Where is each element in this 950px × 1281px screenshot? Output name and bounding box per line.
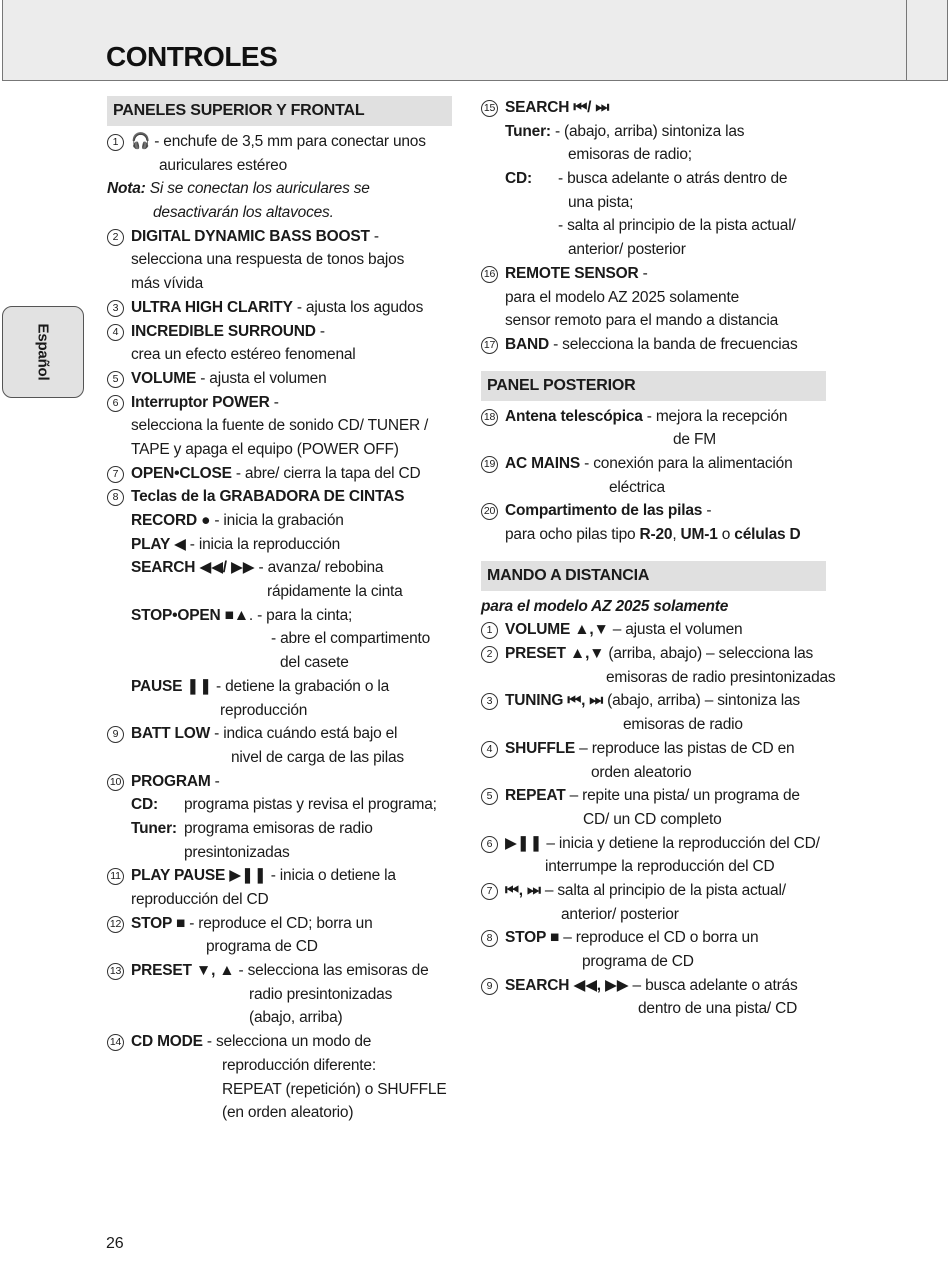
item-text: emisoras de radio presintonizadas [606,668,836,686]
item-number: 14 [107,1034,124,1051]
item-number: 19 [481,456,498,473]
item-label: VOLUME ▲,▼ [505,621,609,639]
stop-icon: STOP ■ [131,914,186,932]
item-text: - reproduce el CD; borra un [185,914,373,932]
item-text: dentro de una pista/ CD [638,1000,798,1018]
item-text: - busca adelante o atrás dentro de [558,170,788,188]
item-text: reproducción diferente: [222,1056,376,1074]
item-text: – busca adelante o atrás [628,976,798,994]
control-item-2 [107,225,452,249]
item-number: 12 [107,916,124,933]
item-text: para el modelo AZ 2025 solamente [505,288,740,306]
remote-item-8 [481,926,826,950]
item-text: reproducción [220,701,308,719]
item-text: una pista; [568,193,634,211]
control-item-20 [481,499,826,523]
item-text: sensor remoto para el mando a distancia [505,312,779,330]
control-item-14 [107,1030,452,1054]
item-text: más vívida [131,275,204,293]
remote-item-9 [481,974,826,998]
record-icon: RECORD ● [131,512,211,529]
control-item-6 [107,391,452,415]
item-number: 16 [481,266,498,283]
item-text: - enchufe de 3,5 mm para conectar unos [150,133,426,150]
item-number: 6 [481,836,498,853]
control-item-16 [481,262,826,286]
control-item-19 [481,452,826,476]
item-text: . - para la cinta; [248,606,353,624]
item-text: de FM [673,431,716,449]
play-icon: PLAY ◀ [131,535,186,553]
item-number: 5 [481,788,498,805]
item-text: - selecciona un modo de [202,1033,372,1051]
remote-item-6 [481,832,826,856]
item-text: – inicia y detiene la reproducción del CD/ [542,834,820,852]
section-heading-remote: MANDO A DISTANCIA [481,561,826,591]
program-cd [107,793,452,817]
item-text: - inicia la reproducción [185,535,341,553]
item-text: selecciona una respuesta de tonos bajos [131,251,405,269]
item-text: - inicia la grabación [210,512,344,529]
item-label: CD MODE [131,1033,203,1051]
item-label: CD: [505,170,532,188]
control-item-3 [107,296,452,320]
item-text: - [638,264,648,282]
search-icon: SEARCH ⏮/ ⏭ [505,99,610,116]
item-number: 6 [107,395,124,412]
item-text: TAPE y apaga el equipo (POWER OFF) [131,440,399,458]
item-text: - inicia o detiene la [266,867,396,885]
note [107,177,452,201]
control-item-12 [107,912,452,936]
item-number: 5 [107,371,124,388]
item-text: (arriba, abajo) – selecciona las [604,645,814,663]
remote-item-4 [481,737,826,761]
item-text: – repite una pista/ un programa de [565,787,800,805]
item-text: - abre el compartimento [271,630,431,648]
note-label: Nota: [107,180,146,198]
item-label: Compartimento de las pilas [505,502,703,520]
item-text: radio presintonizadas [249,985,393,1003]
item-label: ULTRA HIGH CLARITY [131,298,293,316]
search-cd [481,167,826,191]
search-icon: SEARCH ◀◀/ ▶▶ [131,559,255,577]
item-text: o [717,526,735,543]
item-label: Tuner: [505,122,551,140]
control-item-9 [107,722,452,746]
item-number: 1 [107,134,124,151]
item-text: – ajusta el volumen [608,621,743,639]
tape-stop-open [107,604,452,628]
item-number: 3 [481,693,498,710]
item-number: 20 [481,503,498,520]
item-text: interrumpe la reproducción del CD [545,858,775,876]
item-label: VOLUME [131,369,197,387]
page-number: 26 [106,1235,124,1252]
item-text: emisoras de radio; [568,146,692,164]
item-label: AC MAINS [505,454,581,472]
language-tab-label: Español [34,323,52,381]
item-text: - [210,772,220,790]
item-text: - avanza/ rebobina [254,559,384,577]
item-number: 3 [107,300,124,317]
item-text: – salta al principio de la pista actual/ [540,881,786,899]
item-text: emisoras de radio [623,716,743,734]
control-item-15 [481,96,826,120]
control-item-8 [107,485,452,509]
item-label: Antena telescópica [505,407,643,425]
section-heading-rear: PANEL POSTERIOR [481,371,826,401]
item-label: Tuner: [131,819,177,837]
item-text: anterior/ posterior [561,905,679,923]
item-label: Teclas de la GRABADORA DE CINTAS [131,488,405,506]
remote-item-3 [481,689,826,713]
item-text: - [369,227,379,245]
item-text: - salta al principio de la pista actual/ [558,217,796,235]
control-item-5 [107,367,452,391]
control-item-10 [107,770,452,794]
remote-subtitle: para el modelo AZ 2025 solamente [481,597,729,615]
item-label: OPEN•CLOSE [131,464,232,482]
note-text: desactivarán los altavoces. [153,204,334,222]
preset-arrows-icon: PRESET ▼, ▲ [131,962,235,980]
item-number: 4 [481,741,498,758]
item-text: (en orden aleatorio) [222,1104,354,1122]
note-text: Si se conectan los auriculares se [145,180,370,198]
item-number: 2 [481,646,498,663]
item-label: DIGITAL DYNAMIC BASS BOOST [131,227,370,245]
item-text: - (abajo, arriba) sintoniza las [550,122,745,140]
item-text: - [702,502,712,520]
item-number: 15 [481,100,498,117]
remote-item-7 [481,879,826,903]
item-text: orden aleatorio [591,763,692,781]
control-item-7 [107,462,452,486]
item-number: 1 [481,622,498,639]
tape-pause [107,675,452,699]
pause-icon: PAUSE ❚❚ [131,677,212,695]
item-number: 17 [481,337,498,354]
item-text: para ocho pilas tipo [505,526,640,543]
item-number: 2 [107,229,124,246]
item-label: PROGRAM [131,772,211,790]
item-number: 9 [481,978,498,995]
item-label: REPEAT [505,787,566,805]
control-item-1 [107,130,452,154]
item-text: - conexión para la alimentación [580,454,793,472]
search-tuner [481,120,826,144]
headphones-icon: 🎧 [131,133,151,150]
item-text: - indica cuándo está bajo el [210,725,398,743]
language-tab [2,306,84,398]
section-heading-top-front: PANELES SUPERIOR Y FRONTAL [107,96,452,126]
item-number: 7 [481,883,498,900]
item-label: PRESET ▲,▼ [505,645,605,663]
control-item-17 [481,333,826,357]
item-text: del casete [280,654,349,672]
item-label: TUNING ⏮, ⏭ [505,692,604,710]
item-label: CD: [131,796,158,814]
item-text: - detiene la grabación o la [211,677,390,695]
item-text: programa de CD [206,938,318,956]
control-item-18 [481,405,826,429]
control-item-13 [107,959,452,983]
stop-icon: STOP ■ [505,929,560,947]
tape-search [107,556,452,580]
tape-play [107,533,452,557]
item-text: anterior/ posterior [568,241,686,259]
item-number: 10 [107,774,124,791]
item-text: crea un efecto estéreo fenomenal [131,346,356,364]
item-number: 9 [107,726,124,743]
item-number: 8 [107,489,124,506]
battery-type: UM-1 [680,526,718,543]
right-column [481,96,836,1021]
header-divider [906,0,907,80]
item-text: programa de CD [582,953,694,970]
item-text: - [269,393,279,411]
left-column [107,96,452,1125]
item-text: – reproduce las pistas de CD en [575,739,795,757]
battery-types [481,523,826,547]
program-tuner [107,817,452,841]
item-text: - selecciona las emisoras de [234,962,429,980]
item-text: reproducción del CD [131,891,269,908]
play-pause-icon: PLAY PAUSE ▶❚❚ [131,867,267,885]
skip-icons: ⏮, ⏭ [505,881,541,899]
remote-item-5 [481,784,826,808]
item-number: 11 [107,868,124,885]
item-text: rápidamente la cinta [267,583,403,601]
item-text: selecciona la fuente de sonido CD/ TUNER / [131,417,429,435]
item-text: - [315,322,325,340]
item-number: 4 [107,324,124,341]
item-label: BAND [505,335,549,353]
item-text: (abajo, arriba) – sintoniza las [603,692,800,710]
item-text: – reproduce el CD o borra un [559,929,759,947]
item-text: - mejora la recepción [642,407,788,425]
item-text: - ajusta el volumen [196,369,327,387]
item-text: - ajusta los agudos [292,298,424,316]
item-text: eléctrica [609,478,665,496]
stop-eject-icon: STOP•OPEN ■▲ [131,606,249,624]
item-text: nivel de carga de las pilas [231,748,404,766]
item-text: REPEAT (repetición) o SHUFFLE [222,1080,447,1098]
play-pause-icon: ▶❚❚ [505,834,543,852]
item-text: auriculares estéreo [159,156,288,174]
item-number: 18 [481,409,498,426]
item-label: SHUFFLE [505,739,576,757]
search-icon: SEARCH ◀◀, ▶▶ [505,976,629,994]
battery-type: R-20 [639,526,673,543]
item-number: 8 [481,930,498,947]
item-label: INCREDIBLE SURROUND [131,322,316,340]
item-text: programa pistas y revisa el programa; [184,796,437,814]
remote-item-1 [481,618,826,642]
battery-type: células D [734,526,801,543]
item-text: CD/ un CD completo [583,810,722,828]
item-text: presintonizadas [184,843,290,861]
page-title: CONTROLES [106,41,278,72]
item-label: REMOTE SENSOR [505,264,639,282]
tape-record [107,509,452,533]
item-text: programa emisoras de radio [184,819,373,837]
item-text: - selecciona la banda de frecuencias [548,335,798,353]
control-item-11 [107,864,452,888]
item-label: BATT LOW [131,725,211,743]
remote-item-2 [481,642,826,666]
item-number: 13 [107,963,124,980]
item-label: Interruptor POWER [131,393,270,411]
item-text: , [672,526,681,543]
item-number: 7 [107,466,124,483]
item-text: - abre/ cierra la tapa del CD [231,464,421,482]
item-text: (abajo, arriba) [249,1009,343,1027]
control-item-4 [107,320,452,344]
